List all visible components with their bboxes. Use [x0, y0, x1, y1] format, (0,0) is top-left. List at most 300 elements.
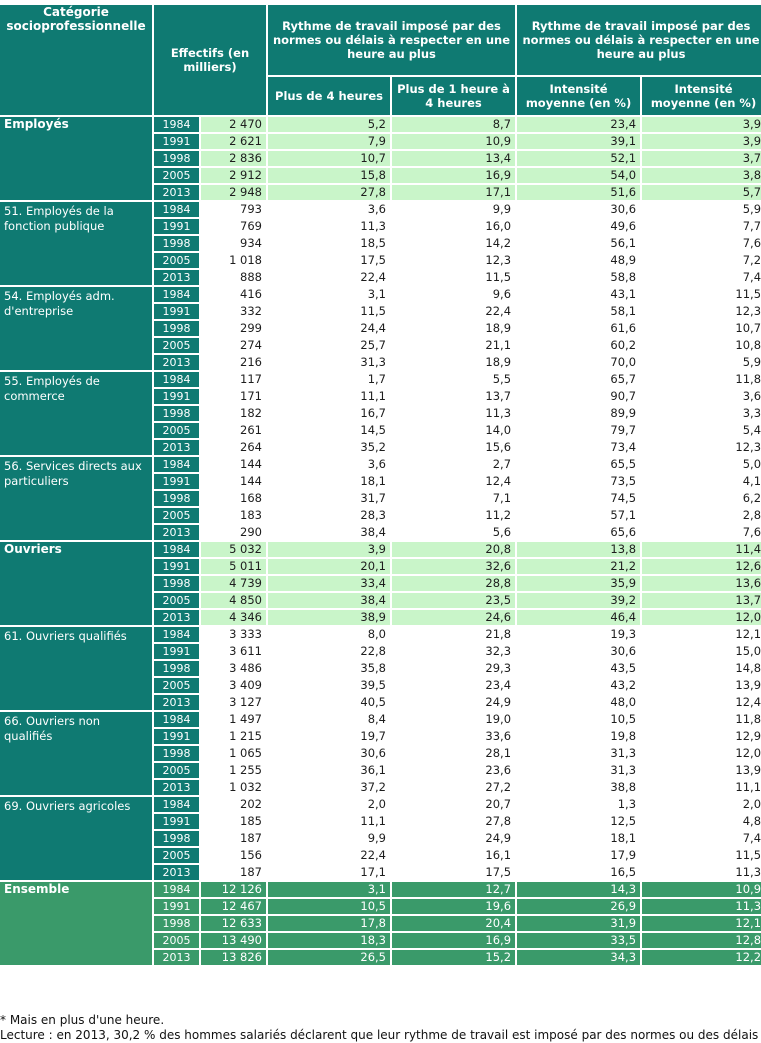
- effectifs-cell: 1 497: [201, 712, 266, 727]
- effectifs-cell: 156: [201, 848, 266, 863]
- year-cell: 2013: [154, 440, 199, 455]
- value-cell: 90,7: [517, 389, 640, 404]
- year-cell: 1991: [154, 644, 199, 659]
- value-cell: 23,4: [392, 678, 515, 693]
- year-cell: 1984: [154, 287, 199, 302]
- value-cell: 18,5: [268, 236, 390, 251]
- value-cell: 12,5: [517, 814, 640, 829]
- value-cell: 16,9: [392, 168, 515, 183]
- value-cell: 3,1: [268, 882, 390, 897]
- value-cell: 24,6: [392, 610, 515, 625]
- value-cell: 10,7: [642, 321, 761, 336]
- value-cell: 49,6: [517, 219, 640, 234]
- effectifs-cell: 274: [201, 338, 266, 353]
- value-cell: 11,5: [392, 270, 515, 285]
- value-cell: 11,1: [268, 814, 390, 829]
- effectifs-cell: 13 490: [201, 933, 266, 948]
- value-cell: 18,1: [517, 831, 640, 846]
- table-row: [0, 542, 761, 557]
- header-col-2: Plus de 1 heure à 4 heures: [392, 77, 515, 115]
- value-cell: 12,9: [642, 729, 761, 744]
- effectifs-cell: 2 621: [201, 134, 266, 149]
- effectifs-cell: 888: [201, 270, 266, 285]
- value-cell: 43,5: [517, 661, 640, 676]
- value-cell: 12,1: [642, 627, 761, 642]
- value-cell: 54,0: [517, 168, 640, 183]
- table-row: [0, 457, 761, 472]
- value-cell: 32,6: [392, 559, 515, 574]
- value-cell: 9,9: [392, 202, 515, 217]
- value-cell: 39,5: [268, 678, 390, 693]
- effectifs-cell: 793: [201, 202, 266, 217]
- year-cell: 1984: [154, 882, 199, 897]
- value-cell: 14,3: [517, 882, 640, 897]
- value-cell: 32,3: [392, 644, 515, 659]
- value-cell: 23,6: [392, 763, 515, 778]
- value-cell: 2,8: [642, 508, 761, 523]
- effectifs-cell: 12 633: [201, 916, 266, 931]
- effectifs-cell: 1 065: [201, 746, 266, 761]
- year-cell: 1998: [154, 491, 199, 506]
- value-cell: 2,7: [392, 457, 515, 472]
- value-cell: 7,1: [392, 491, 515, 506]
- category-label: 54. Employés adm. d'entreprise: [0, 287, 152, 370]
- year-cell: 1984: [154, 202, 199, 217]
- effectifs-cell: 202: [201, 797, 266, 812]
- year-cell: 1984: [154, 797, 199, 812]
- year-cell: 1998: [154, 321, 199, 336]
- year-cell: 2005: [154, 168, 199, 183]
- value-cell: 29,3: [392, 661, 515, 676]
- effectifs-cell: 1 215: [201, 729, 266, 744]
- value-cell: 27,8: [392, 814, 515, 829]
- year-cell: 2005: [154, 678, 199, 693]
- value-cell: 23,4: [517, 117, 640, 132]
- value-cell: 11,3: [392, 406, 515, 421]
- effectifs-cell: 13 826: [201, 950, 266, 965]
- year-cell: 2005: [154, 423, 199, 438]
- value-cell: 11,3: [642, 899, 761, 914]
- value-cell: 5,9: [642, 355, 761, 370]
- value-cell: 19,3: [517, 627, 640, 642]
- effectifs-cell: 5 011: [201, 559, 266, 574]
- value-cell: 7,6: [642, 525, 761, 540]
- effectifs-cell: 299: [201, 321, 266, 336]
- value-cell: 11,3: [642, 865, 761, 880]
- value-cell: 4,8: [642, 814, 761, 829]
- value-cell: 22,4: [268, 848, 390, 863]
- value-cell: 12,0: [642, 746, 761, 761]
- table-header: [0, 5, 761, 115]
- value-cell: 17,8: [268, 916, 390, 931]
- value-cell: 24,9: [392, 831, 515, 846]
- value-cell: 28,1: [392, 746, 515, 761]
- value-cell: 17,1: [268, 865, 390, 880]
- effectifs-cell: 144: [201, 474, 266, 489]
- header-col-1: Plus de 4 heures: [268, 77, 390, 115]
- value-cell: 13,7: [642, 593, 761, 608]
- value-cell: 70,0: [517, 355, 640, 370]
- value-cell: 11,5: [642, 287, 761, 302]
- effectifs-cell: 2 470: [201, 117, 266, 132]
- year-cell: 2013: [154, 610, 199, 625]
- header-effectifs: Effectifs (en milliers): [154, 5, 266, 115]
- table-row: [0, 287, 761, 302]
- value-cell: 3,1: [268, 287, 390, 302]
- value-cell: 8,4: [268, 712, 390, 727]
- year-cell: 1991: [154, 899, 199, 914]
- value-cell: 20,8: [392, 542, 515, 557]
- value-cell: 30,6: [268, 746, 390, 761]
- year-cell: 1998: [154, 916, 199, 931]
- value-cell: 15,6: [392, 440, 515, 455]
- category-label: 55. Employés de commerce: [0, 372, 152, 455]
- effectifs-cell: 3 127: [201, 695, 266, 710]
- year-cell: 1991: [154, 729, 199, 744]
- value-cell: 57,1: [517, 508, 640, 523]
- effectifs-cell: 117: [201, 372, 266, 387]
- value-cell: 28,8: [392, 576, 515, 591]
- value-cell: 74,5: [517, 491, 640, 506]
- value-cell: 19,8: [517, 729, 640, 744]
- value-cell: 73,5: [517, 474, 640, 489]
- value-cell: 16,0: [392, 219, 515, 234]
- value-cell: 26,5: [268, 950, 390, 965]
- value-cell: 1,7: [268, 372, 390, 387]
- year-cell: 2005: [154, 253, 199, 268]
- effectifs-cell: 1 032: [201, 780, 266, 795]
- value-cell: 33,4: [268, 576, 390, 591]
- value-cell: 35,8: [268, 661, 390, 676]
- value-cell: 11,3: [268, 219, 390, 234]
- value-cell: 5,5: [392, 372, 515, 387]
- value-cell: 16,5: [517, 865, 640, 880]
- category-label: 69. Ouvriers agricoles: [0, 797, 152, 880]
- year-cell: 1984: [154, 117, 199, 132]
- effectifs-cell: 168: [201, 491, 266, 506]
- year-cell: 2005: [154, 508, 199, 523]
- category-label: 61. Ouvriers qualifiés: [0, 627, 152, 710]
- value-cell: 7,7: [642, 219, 761, 234]
- value-cell: 39,1: [517, 134, 640, 149]
- value-cell: 3,6: [642, 389, 761, 404]
- value-cell: 22,8: [268, 644, 390, 659]
- value-cell: 37,2: [268, 780, 390, 795]
- value-cell: 13,4: [392, 151, 515, 166]
- value-cell: 8,7: [392, 117, 515, 132]
- value-cell: 27,8: [268, 185, 390, 200]
- value-cell: 27,2: [392, 780, 515, 795]
- table-body: [0, 117, 761, 965]
- value-cell: 11,8: [642, 372, 761, 387]
- value-cell: 48,9: [517, 253, 640, 268]
- category-label: Employés: [0, 117, 152, 200]
- value-cell: 7,9: [268, 134, 390, 149]
- value-cell: 12,6: [642, 559, 761, 574]
- value-cell: 12,0: [642, 610, 761, 625]
- category-label: 56. Services directs aux particuliers: [0, 457, 152, 540]
- value-cell: 39,2: [517, 593, 640, 608]
- year-cell: 1984: [154, 372, 199, 387]
- year-cell: 1998: [154, 746, 199, 761]
- header-col-3: Intensité moyenne (en %): [517, 77, 640, 115]
- value-cell: 12,2: [642, 950, 761, 965]
- value-cell: 43,2: [517, 678, 640, 693]
- category-label: 66. Ouvriers non qualifiés: [0, 712, 152, 795]
- value-cell: 10,7: [268, 151, 390, 166]
- value-cell: 5,9: [642, 202, 761, 217]
- year-cell: 1984: [154, 457, 199, 472]
- value-cell: 19,7: [268, 729, 390, 744]
- year-cell: 2005: [154, 933, 199, 948]
- year-cell: 2013: [154, 695, 199, 710]
- value-cell: 3,8: [642, 168, 761, 183]
- value-cell: 11,5: [642, 848, 761, 863]
- value-cell: 12,1: [642, 916, 761, 931]
- year-cell: 1991: [154, 219, 199, 234]
- table-row: [0, 882, 761, 897]
- value-cell: 13,8: [517, 542, 640, 557]
- effectifs-cell: 261: [201, 423, 266, 438]
- effectifs-cell: 332: [201, 304, 266, 319]
- value-cell: 52,1: [517, 151, 640, 166]
- value-cell: 3,6: [268, 457, 390, 472]
- effectifs-cell: 416: [201, 287, 266, 302]
- year-cell: 2013: [154, 950, 199, 965]
- value-cell: 11,1: [268, 389, 390, 404]
- value-cell: 61,6: [517, 321, 640, 336]
- value-cell: 7,4: [642, 831, 761, 846]
- value-cell: 24,4: [268, 321, 390, 336]
- year-cell: 2005: [154, 763, 199, 778]
- value-cell: 11,2: [392, 508, 515, 523]
- effectifs-cell: 2 912: [201, 168, 266, 183]
- value-cell: 15,8: [268, 168, 390, 183]
- year-cell: 2013: [154, 525, 199, 540]
- header-rythme-group-2: Rythme de travail imposé par des normes ou délais à respecter en une heure au plus: [517, 5, 761, 75]
- value-cell: 10,5: [268, 899, 390, 914]
- value-cell: 5,4: [642, 423, 761, 438]
- value-cell: 65,5: [517, 457, 640, 472]
- value-cell: 13,7: [392, 389, 515, 404]
- value-cell: 38,8: [517, 780, 640, 795]
- value-cell: 38,4: [268, 593, 390, 608]
- value-cell: 9,9: [268, 831, 390, 846]
- value-cell: 18,9: [392, 355, 515, 370]
- value-cell: 19,6: [392, 899, 515, 914]
- lecture-note: Lecture : en 2013, 30,2 % des hommes salariés déclarent que leur rythme de travail est imposé par des normes ou des délais: [0, 1028, 759, 1042]
- value-cell: 16,9: [392, 933, 515, 948]
- value-cell: 6,2: [642, 491, 761, 506]
- year-cell: 1998: [154, 576, 199, 591]
- value-cell: 13,9: [642, 678, 761, 693]
- value-cell: 48,0: [517, 695, 640, 710]
- header-categorie: Catégorie socioprofessionnelle: [0, 5, 152, 115]
- effectifs-cell: 182: [201, 406, 266, 421]
- effectifs-cell: 2 948: [201, 185, 266, 200]
- value-cell: 36,1: [268, 763, 390, 778]
- year-cell: 2013: [154, 185, 199, 200]
- effectifs-cell: 2 836: [201, 151, 266, 166]
- value-cell: 19,0: [392, 712, 515, 727]
- value-cell: 3,6: [268, 202, 390, 217]
- value-cell: 12,3: [642, 440, 761, 455]
- value-cell: 5,0: [642, 457, 761, 472]
- value-cell: 8,0: [268, 627, 390, 642]
- category-label: Ouvriers: [0, 542, 152, 625]
- header-rythme-group: Rythme de travail imposé par des normes ou délais à respecter en une heure au plus: [268, 5, 515, 75]
- table-row: [0, 627, 761, 642]
- value-cell: 28,3: [268, 508, 390, 523]
- effectifs-cell: 144: [201, 457, 266, 472]
- value-cell: 21,1: [392, 338, 515, 353]
- effectifs-cell: 216: [201, 355, 266, 370]
- value-cell: 35,9: [517, 576, 640, 591]
- effectifs-cell: 769: [201, 219, 266, 234]
- year-cell: 1998: [154, 151, 199, 166]
- data-table: [0, 3, 761, 967]
- value-cell: 7,2: [642, 253, 761, 268]
- table-row: [0, 202, 761, 217]
- value-cell: 21,8: [392, 627, 515, 642]
- value-cell: 18,3: [268, 933, 390, 948]
- effectifs-cell: 4 739: [201, 576, 266, 591]
- year-cell: 2005: [154, 338, 199, 353]
- year-cell: 1991: [154, 304, 199, 319]
- value-cell: 14,0: [392, 423, 515, 438]
- effectifs-cell: 187: [201, 865, 266, 880]
- effectifs-cell: 3 486: [201, 661, 266, 676]
- value-cell: 17,5: [392, 865, 515, 880]
- value-cell: 2,0: [268, 797, 390, 812]
- year-cell: 1991: [154, 474, 199, 489]
- effectifs-cell: 12 126: [201, 882, 266, 897]
- value-cell: 14,8: [642, 661, 761, 676]
- value-cell: 5,7: [642, 185, 761, 200]
- table-row: [0, 372, 761, 387]
- value-cell: 10,8: [642, 338, 761, 353]
- effectifs-cell: 264: [201, 440, 266, 455]
- footnote: * Mais en plus d'une heure.: [0, 1013, 165, 1027]
- value-cell: 22,4: [268, 270, 390, 285]
- value-cell: 10,9: [642, 882, 761, 897]
- year-cell: 1984: [154, 542, 199, 557]
- effectifs-cell: 12 467: [201, 899, 266, 914]
- value-cell: 3,9: [268, 542, 390, 557]
- value-cell: 23,5: [392, 593, 515, 608]
- value-cell: 3,3: [642, 406, 761, 421]
- value-cell: 31,9: [517, 916, 640, 931]
- value-cell: 30,6: [517, 644, 640, 659]
- value-cell: 58,1: [517, 304, 640, 319]
- value-cell: 1,3: [517, 797, 640, 812]
- value-cell: 38,9: [268, 610, 390, 625]
- year-cell: 1998: [154, 661, 199, 676]
- value-cell: 25,7: [268, 338, 390, 353]
- value-cell: 5,2: [268, 117, 390, 132]
- year-cell: 1991: [154, 389, 199, 404]
- year-cell: 2013: [154, 355, 199, 370]
- value-cell: 60,2: [517, 338, 640, 353]
- year-cell: 2005: [154, 848, 199, 863]
- effectifs-cell: 183: [201, 508, 266, 523]
- effectifs-cell: 171: [201, 389, 266, 404]
- value-cell: 4,1: [642, 474, 761, 489]
- year-cell: 1998: [154, 831, 199, 846]
- year-cell: 1998: [154, 236, 199, 251]
- value-cell: 46,4: [517, 610, 640, 625]
- effectifs-cell: 5 032: [201, 542, 266, 557]
- value-cell: 10,9: [392, 134, 515, 149]
- value-cell: 2,0: [642, 797, 761, 812]
- table-row: [0, 797, 761, 812]
- value-cell: 65,6: [517, 525, 640, 540]
- value-cell: 11,8: [642, 712, 761, 727]
- value-cell: 34,3: [517, 950, 640, 965]
- value-cell: 14,5: [268, 423, 390, 438]
- value-cell: 17,9: [517, 848, 640, 863]
- year-cell: 1991: [154, 814, 199, 829]
- value-cell: 5,6: [392, 525, 515, 540]
- value-cell: 26,9: [517, 899, 640, 914]
- value-cell: 43,1: [517, 287, 640, 302]
- value-cell: 20,7: [392, 797, 515, 812]
- value-cell: 18,9: [392, 321, 515, 336]
- value-cell: 9,6: [392, 287, 515, 302]
- value-cell: 17,5: [268, 253, 390, 268]
- value-cell: 15,0: [642, 644, 761, 659]
- value-cell: 31,3: [517, 746, 640, 761]
- table-row: [0, 712, 761, 727]
- value-cell: 12,7: [392, 882, 515, 897]
- header-col-4: Intensité moyenne (en %): [642, 77, 761, 115]
- value-cell: 31,7: [268, 491, 390, 506]
- effectifs-cell: 934: [201, 236, 266, 251]
- value-cell: 16,7: [268, 406, 390, 421]
- effectifs-cell: 185: [201, 814, 266, 829]
- table-row: [0, 117, 761, 132]
- value-cell: 15,2: [392, 950, 515, 965]
- value-cell: 24,9: [392, 695, 515, 710]
- value-cell: 12,3: [642, 304, 761, 319]
- value-cell: 7,6: [642, 236, 761, 251]
- value-cell: 3,9: [642, 117, 761, 132]
- year-cell: 2013: [154, 865, 199, 880]
- category-label: Ensemble: [0, 882, 152, 965]
- year-cell: 2013: [154, 780, 199, 795]
- year-cell: 1984: [154, 627, 199, 642]
- value-cell: 20,4: [392, 916, 515, 931]
- year-cell: 1991: [154, 559, 199, 574]
- value-cell: 58,8: [517, 270, 640, 285]
- value-cell: 31,3: [268, 355, 390, 370]
- value-cell: 14,2: [392, 236, 515, 251]
- value-cell: 40,5: [268, 695, 390, 710]
- effectifs-cell: 290: [201, 525, 266, 540]
- value-cell: 33,5: [517, 933, 640, 948]
- value-cell: 12,3: [392, 253, 515, 268]
- value-cell: 11,4: [642, 542, 761, 557]
- value-cell: 20,1: [268, 559, 390, 574]
- effectifs-cell: 3 611: [201, 644, 266, 659]
- value-cell: 51,6: [517, 185, 640, 200]
- effectifs-cell: 4 850: [201, 593, 266, 608]
- value-cell: 11,1: [642, 780, 761, 795]
- value-cell: 35,2: [268, 440, 390, 455]
- value-cell: 73,4: [517, 440, 640, 455]
- effectifs-cell: 1 255: [201, 763, 266, 778]
- effectifs-cell: 3 333: [201, 627, 266, 642]
